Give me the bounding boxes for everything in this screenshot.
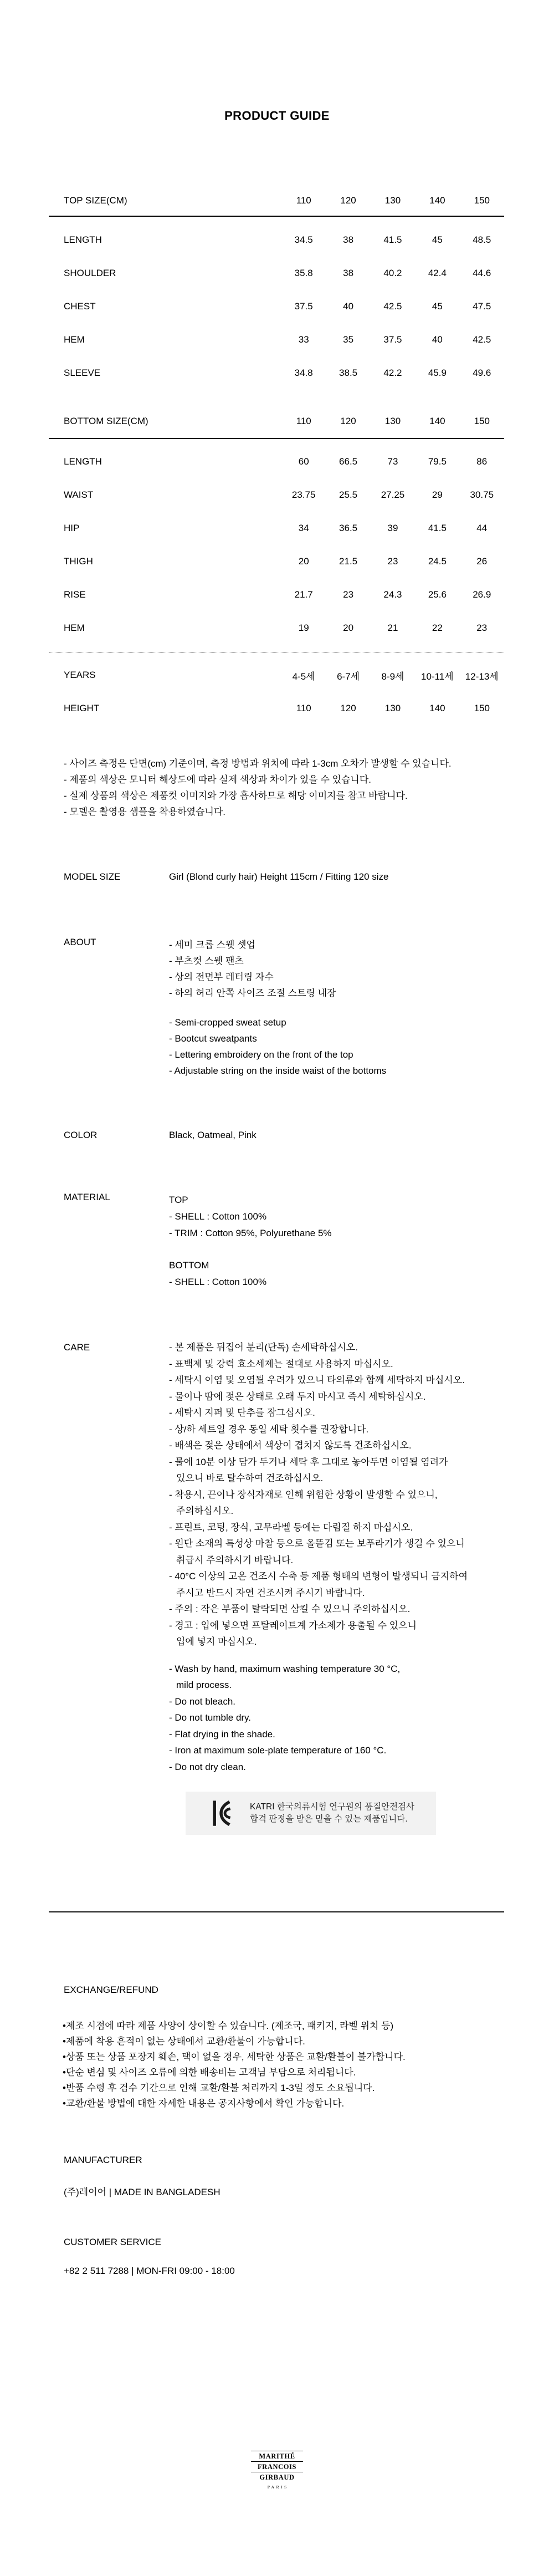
cell: 25.6 [428, 589, 447, 600]
care-line: 취급시 주의하시기 바랍니다. [176, 1554, 294, 1565]
cell: 22 [432, 623, 443, 633]
cell: 4-5세 [292, 671, 315, 682]
manufacturer-label: MANUFACTURER [64, 2155, 142, 2165]
cell: 34.8 [294, 368, 313, 378]
about-item: - Adjustable string on the inside waist of the bottoms [169, 1065, 387, 1076]
model-size-value: Girl (Blond curly hair) Height 115cm / Fitting 120 size [169, 871, 389, 882]
policy-item: •제품에 착용 흔적이 없는 상태에서 교환/환불이 가능합니다. [63, 2036, 305, 2047]
row-label: THIGH [64, 556, 93, 567]
brand-city: PARIS [267, 2485, 289, 2490]
note-line: - 사이즈 측정은 단면(cm) 기준이며, 측정 방법과 위치에 따라 1-3cm 오차가 발생할 수 있습니다. [64, 758, 452, 769]
row-label: HEIGHT [64, 703, 100, 713]
material-line: - SHELL : Cotton 100% [169, 1277, 267, 1287]
exchange-refund-label: EXCHANGE/REFUND [64, 1985, 158, 1995]
policy-item: •반품 수령 후 검수 기간으로 인해 교환/환불 처리까지 1-3일 정도 소요됩니다. [63, 2083, 375, 2093]
note-line: - 실제 상품의 색상은 제품컷 이미지와 가장 흡사하므로 해당 이미지를 참고 바랍니다. [64, 790, 408, 801]
table-row [49, 523, 504, 534]
cell: 42.4 [428, 268, 447, 278]
cell: 38 [343, 234, 354, 245]
table-row [49, 334, 504, 345]
table-row [49, 301, 504, 312]
row-label: HEM [64, 623, 85, 633]
divider [49, 216, 504, 217]
cell: 140 [429, 703, 445, 713]
cell: 150 [474, 703, 490, 713]
material-label: MATERIAL [64, 1192, 110, 1202]
cell: 8-9세 [381, 671, 404, 682]
cell: 20 [343, 623, 354, 633]
top-size-table-title: TOP SIZE(CM) [64, 195, 127, 206]
cell: 41.5 [383, 234, 402, 245]
policy-item: •제조 시점에 따라 제품 사양이 상이할 수 있습니다. (제조국, 패키지, 라벨 위치 등) [63, 2021, 394, 2031]
care-label: CARE [64, 1342, 90, 1353]
cell: 40 [343, 301, 354, 312]
size-column-header: 140 [429, 195, 445, 206]
cell: 21.7 [294, 589, 313, 600]
about-item: - Bootcut sweatpants [169, 1033, 257, 1044]
row-label: SHOULDER [64, 268, 116, 278]
cell: 45 [432, 301, 443, 312]
cell: 33 [298, 334, 309, 345]
table-row [49, 368, 504, 379]
brand-logo [251, 2451, 303, 2490]
care-line: - 프린트, 코팅, 장식, 고무라벨 등에는 다림질 하지 마십시오. [169, 1522, 413, 1533]
cell: 40 [432, 334, 443, 345]
bottom-size-table-title: BOTTOM SIZE(CM) [64, 416, 148, 426]
policy-item: •단순 변심 및 사이즈 오류에 의한 배송비는 고객님 부담으로 처리됩니다. [63, 2067, 356, 2078]
about-item: - Semi-cropped sweat setup [169, 1017, 286, 1028]
care-line: 주의하십시오. [176, 1506, 234, 1516]
cell: 42.5 [383, 301, 402, 312]
care-line: mild process. [176, 1680, 232, 1690]
cell: 45.9 [428, 368, 447, 378]
cell: 23 [343, 589, 354, 600]
material-top-title: TOP [169, 1195, 188, 1205]
certification-line: 합격 판정을 받은 믿을 수 있는 제품입니다. [250, 1814, 408, 1824]
cell: 20 [298, 556, 309, 567]
cell: 12-13세 [465, 671, 499, 682]
cell: 10-11세 [421, 671, 454, 682]
about-item: - Lettering embroidery on the front of the top [169, 1049, 353, 1060]
brand-word: MARITHÉ [251, 2451, 303, 2461]
cell: 44 [476, 523, 488, 533]
cell: 40.2 [383, 268, 402, 278]
cell: 19 [298, 623, 309, 633]
size-column-header: 120 [340, 416, 356, 426]
color-label: COLOR [64, 1130, 98, 1140]
size-column-header: 150 [474, 195, 490, 206]
table-row [49, 234, 504, 246]
cell: 130 [384, 703, 401, 713]
row-label: LENGTH [64, 234, 102, 245]
material-top-group [169, 1192, 535, 1242]
cell: 42.2 [383, 368, 402, 378]
model-size-label: MODEL SIZE [64, 871, 121, 882]
row-label: WAIST [64, 489, 94, 500]
table-row [49, 556, 504, 567]
cell: 47.5 [473, 301, 491, 312]
note-line: - 제품의 색상은 모니터 해상도에 따라 실제 색상과 차이가 있을 수 있습니다. [64, 774, 371, 785]
cell: 34.5 [294, 234, 313, 245]
table-row [49, 623, 504, 634]
cell: 29 [432, 489, 443, 500]
table-row [49, 670, 504, 681]
about-item: - 부츠컷 스웻 팬츠 [169, 956, 244, 966]
row-label: LENGTH [64, 456, 102, 467]
care-line: 주시고 반드시 자연 건조시켜 주시기 바랍니다. [176, 1587, 365, 1598]
cell: 39 [387, 523, 398, 533]
page-title: PRODUCT GUIDE [224, 109, 330, 123]
about-item: - 상의 전면부 레터링 자수 [169, 972, 274, 982]
cell: 35.8 [294, 268, 313, 278]
care-line: - 상/하 세트일 경우 동일 세탁 횟수를 권장합니다. [169, 1424, 369, 1435]
cell: 27.25 [381, 489, 405, 500]
row-label: HEM [64, 334, 85, 345]
cell: 45 [432, 234, 443, 245]
care-line: - 경고 : 입에 넣으면 프탈레이트계 가소제가 용출될 수 있으니 [169, 1620, 417, 1631]
policy-item: •상품 또는 상품 포장지 훼손, 택이 없을 경우, 세탁한 상품은 교환/환불이 불가합니다. [63, 2052, 406, 2062]
cell: 73 [387, 456, 398, 467]
material-line: - TRIM : Cotton 95%, Polyurethane 5% [169, 1228, 332, 1238]
care-line: - Wash by hand, maximum washing temperature 30 °C, [169, 1663, 401, 1674]
cell: 120 [340, 703, 356, 713]
table-row [49, 268, 504, 279]
size-column-header: 130 [384, 416, 401, 426]
row-label: RISE [64, 589, 86, 600]
table-row [49, 589, 504, 600]
about-item: - 하의 허리 안쪽 사이즈 조절 스트링 내장 [169, 988, 336, 998]
top-size-header-row [49, 195, 504, 206]
cell: 21 [387, 623, 398, 633]
cell: 44.6 [473, 268, 491, 278]
cell: 66.5 [339, 456, 358, 467]
care-line: 있으니 바로 탈수하여 건조하십시오. [176, 1473, 324, 1483]
care-line: - 착용시, 끈이나 장식자재로 인해 위험한 상황이 발생할 수 있으니, [169, 1489, 438, 1500]
row-label: YEARS [64, 670, 96, 680]
care-line: - Flat drying in the shade. [169, 1728, 275, 1740]
customer-service-label: CUSTOMER SERVICE [64, 2237, 162, 2247]
cell: 23 [387, 556, 398, 567]
size-column-header: 150 [474, 416, 490, 426]
brand-word: FRANCOIS [251, 2461, 303, 2472]
cell: 35 [343, 334, 354, 345]
material-bottom-title: BOTTOM [169, 1260, 209, 1271]
cell: 24.3 [383, 589, 402, 600]
care-line: - 40°C 이상의 고온 건조시 수축 등 제품 형태의 변형이 발생되니 금지하여 [169, 1571, 468, 1582]
table-row [49, 456, 504, 467]
care-line: - 원단 소재의 특성상 마찰 등으로 올뜯김 또는 보푸라기가 생길 수 있으니 [169, 1538, 465, 1549]
about-label: ABOUT [64, 937, 96, 947]
cell: 23.75 [291, 489, 316, 500]
size-notes [64, 756, 524, 820]
about-list-en [169, 1014, 535, 1079]
cell: 24.5 [428, 556, 447, 567]
divider [49, 438, 504, 439]
about-list-ko [169, 937, 535, 1001]
bottom-size-header-row [49, 416, 504, 427]
cell: 49.6 [473, 368, 491, 378]
care-line: - 주의 : 작은 부품이 탈락되면 삼킬 수 있으니 주의하십시오. [169, 1604, 411, 1614]
material-bottom-group [169, 1257, 535, 1290]
note-line: - 모델은 촬영용 샘플을 착용하였습니다. [64, 807, 226, 817]
cell: 25.5 [339, 489, 358, 500]
material-line: - SHELL : Cotton 100% [169, 1211, 267, 1222]
cell: 86 [476, 456, 488, 467]
kc-mark-icon [211, 1799, 235, 1828]
brand-word: GIRBAUD [251, 2472, 303, 2482]
size-column-header: 140 [429, 416, 445, 426]
certification-line: KATRI 한국의류시험 연구원의 품질안전검사 [250, 1802, 414, 1812]
care-line: - 세탁시 이염 및 오염될 우려가 있으니 타의류와 함께 세탁하지 마십시오. [169, 1375, 465, 1385]
size-column-header: 110 [296, 195, 311, 206]
size-column-header: 130 [384, 195, 401, 206]
exchange-refund-list [63, 2018, 528, 2111]
care-line: 입에 넣지 마십시오. [176, 1636, 257, 1647]
customer-service-value: +82 2 511 7288 | MON-FRI 09:00 - 18:00 [64, 2266, 235, 2276]
care-line: - Do not dry clean. [169, 1761, 246, 1772]
cell: 21.5 [339, 556, 358, 567]
cell: 34 [298, 523, 309, 533]
care-line: - 표백제 및 강력 효소세제는 절대로 사용하지 마십시오. [169, 1358, 393, 1369]
care-line: - Do not tumble dry. [169, 1712, 252, 1723]
table-row [49, 703, 504, 714]
table-row [49, 489, 504, 501]
manufacturer-value: (주)레이어 | MADE IN BANGLADESH [64, 2187, 220, 2197]
size-column-header: 120 [340, 195, 356, 206]
cell: 6-7세 [337, 671, 360, 682]
katri-certification-badge [186, 1792, 436, 1835]
cell: 37.5 [294, 301, 313, 312]
color-value: Black, Oatmeal, Pink [169, 1130, 257, 1140]
care-line: - Iron at maximum sole-plate temperature of 160 °C. [169, 1745, 387, 1756]
cell: 38 [343, 268, 354, 278]
care-list [169, 1339, 535, 1775]
cell: 60 [298, 456, 309, 467]
cell: 41.5 [428, 523, 447, 533]
cell: 36.5 [339, 523, 358, 533]
policy-item: •교환/환불 방법에 대한 자세한 내용은 공지사항에서 확인 가능합니다. [63, 2098, 345, 2109]
care-line: - 본 제품은 뒤집어 분리(단독) 손세탁하십시오. [169, 1342, 358, 1353]
certification-text [250, 1801, 414, 1825]
care-line: - 물이나 땀에 젖은 상태로 오래 두지 마시고 즉시 세탁하십시오. [169, 1391, 426, 1402]
row-label: SLEEVE [64, 368, 101, 378]
care-line: - 배색은 젖은 상태에서 색상이 겹치지 않도록 건조하십시오. [169, 1440, 412, 1451]
cell: 48.5 [473, 234, 491, 245]
cell: 110 [296, 703, 311, 713]
section-divider [49, 1911, 504, 1912]
size-column-header: 110 [296, 416, 311, 426]
cell: 23 [476, 623, 488, 633]
cell: 37.5 [383, 334, 402, 345]
row-label: CHEST [64, 301, 96, 312]
about-item: - 세미 크롭 스웻 셋업 [169, 940, 255, 950]
care-line: - 물에 10분 이상 담가 두거나 세탁 후 그대로 놓아두면 이염될 염려가 [169, 1456, 448, 1467]
cell: 26 [476, 556, 488, 567]
cell: 42.5 [473, 334, 491, 345]
care-line: - 세탁시 지퍼 및 단추를 잠그십시오. [169, 1407, 315, 1418]
cell: 30.75 [470, 489, 494, 500]
cell: 79.5 [428, 456, 447, 467]
cell: 38.5 [339, 368, 358, 378]
row-label: HIP [64, 523, 80, 533]
care-line: - Do not bleach. [169, 1696, 236, 1707]
cell: 26.9 [473, 589, 491, 600]
